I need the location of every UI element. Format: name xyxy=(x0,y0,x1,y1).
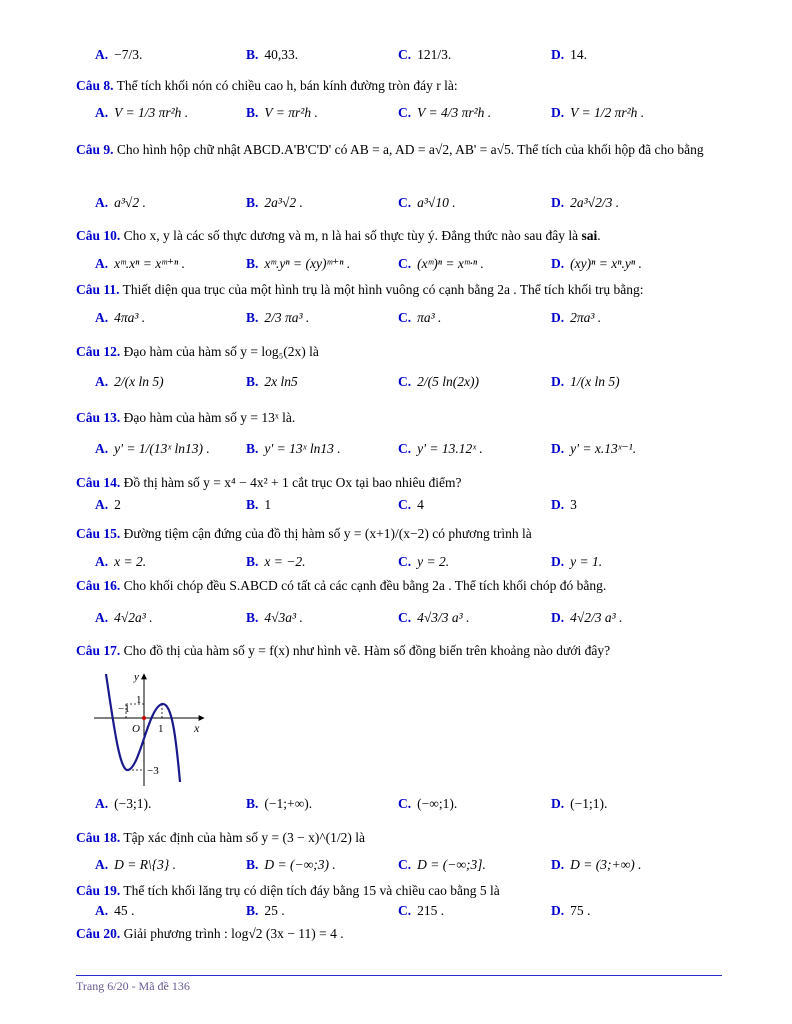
q10-options xyxy=(0,249,792,279)
q9-option-d[interactable]: D. 2a³√2/3 . xyxy=(551,195,620,210)
page-footer: Trang 6/20 - Mã đề 136 xyxy=(76,979,190,993)
q11-option-b[interactable]: B. 2/3 πa³ . xyxy=(246,310,310,325)
q15-stem: Câu 15. Đường tiệm cận đứng của đồ thị hàm số y = (x+1)/(x−2) có phương trình là xyxy=(76,526,532,541)
q8-stem: Câu 8. Thể tích khối nón có chiều cao h, bán kính đường tròn đáy r là: xyxy=(76,78,458,93)
q10-option-a[interactable]: A. xᵐ.xⁿ = xᵐ⁺ⁿ . xyxy=(95,256,185,271)
q7-option-a[interactable]: A. −7/3. xyxy=(95,47,143,62)
q20-stem: Câu 20. Giải phương trình : log√2 (3x − 11) = 4 . xyxy=(76,926,344,941)
q13-option-a[interactable]: A. y' = 1/(13ˣ ln13) . xyxy=(95,441,210,456)
q15-option-a[interactable]: A. x = 2. xyxy=(95,554,147,569)
q16-option-c[interactable]: C. 4√3/3 a³ . xyxy=(398,610,470,625)
q8-option-b[interactable]: B. V = πr²h . xyxy=(246,105,318,120)
q7-options xyxy=(0,40,792,70)
q14-stem: Câu 14. Đồ thị hàm số y = x⁴ − 4x² + 1 cắt trục Ox tại bao nhiêu điểm? xyxy=(76,475,462,490)
q11-option-c[interactable]: C. πa³ . xyxy=(398,310,442,325)
y-axis-label: y xyxy=(134,671,139,683)
q10-option-b[interactable]: B. xᵐ.yⁿ = (xy)ᵐ⁺ⁿ . xyxy=(246,256,351,271)
q15-option-c[interactable]: C. y = 2. xyxy=(398,554,450,569)
q14-option-b[interactable]: B. 1 xyxy=(246,497,272,512)
q8-options xyxy=(0,98,792,128)
q9-option-b[interactable]: B. 2a³√2 . xyxy=(246,195,303,210)
q12-options xyxy=(0,367,792,397)
q18-option-c[interactable]: C. D = (−∞;3]. xyxy=(398,857,486,872)
q11-option-d[interactable]: D. 2πa³ . xyxy=(551,310,602,325)
q13-option-b[interactable]: B. y' = 13ˣ ln13 . xyxy=(246,441,341,456)
origin-label: O xyxy=(132,723,140,735)
q13-option-c[interactable]: C. y' = 13.12ˣ . xyxy=(398,441,483,456)
q9-option-c[interactable]: C. a³√10 . xyxy=(398,195,456,210)
q17-option-a[interactable]: A. (−3;1). xyxy=(95,796,152,811)
q18-option-d[interactable]: D. D = (3;+∞) . xyxy=(551,857,642,872)
q16-option-a[interactable]: A. 4√2a³ . xyxy=(95,610,153,625)
q16-stem: Câu 16. Cho khối chóp đều S.ABCD có tất cả các cạnh đều bằng 2a . Thể tích khối chóp đó bằng. xyxy=(76,578,607,593)
q9-stem: Câu 9. Cho hình hộp chữ nhật ABCD.A'B'C'D' có AB = a, AD = a√2, AB' = a√5. Thể tích của khối hộp đã cho bằng xyxy=(76,142,704,157)
q7-option-c-text: 121/3. xyxy=(417,47,452,62)
q18-options xyxy=(0,850,792,880)
q16-options xyxy=(0,603,792,633)
footer-divider xyxy=(76,975,722,976)
q7-option-d-text: 14. xyxy=(570,47,587,62)
q13-stem: Câu 13. Đạo hàm của hàm số y = 13ˣ là. xyxy=(76,410,296,425)
q10-option-c[interactable]: C. (xᵐ)ⁿ = xᵐ·ⁿ . xyxy=(398,256,484,271)
q12-option-a[interactable]: A. 2/(x ln 5) xyxy=(95,374,164,389)
q14-option-d[interactable]: D. 3 xyxy=(551,497,577,512)
q18-option-b[interactable]: B. D = (−∞;3) . xyxy=(246,857,336,872)
q10-stem: Câu 10. Cho x, y là các số thực dương và m, n là hai số thực tùy ý. Đẳng thức nào sau đây là sai. xyxy=(76,228,601,243)
q11-options xyxy=(0,303,792,333)
q17-options xyxy=(0,789,792,819)
q15-option-b[interactable]: B. x = −2. xyxy=(246,554,306,569)
y-tick-neg3: −3 xyxy=(147,765,159,777)
x-axis-label: x xyxy=(194,721,200,735)
q17-option-c[interactable]: C. (−∞;1). xyxy=(398,796,458,811)
x-tick-neg1: −1 xyxy=(118,703,130,715)
q16-option-d[interactable]: D. 4√2/3 a³ . xyxy=(551,610,623,625)
q17-option-b[interactable]: B. (−1;+∞). xyxy=(246,796,313,811)
q15-option-d[interactable]: D. y = 1. xyxy=(551,554,603,569)
q19-options xyxy=(0,896,792,926)
q13-options xyxy=(0,434,792,464)
q17-function-graph xyxy=(92,668,212,788)
q7-option-c[interactable]: C. 121/3. xyxy=(398,47,452,62)
q19-option-a[interactable]: A. 45 . xyxy=(95,903,135,918)
q19-option-d[interactable]: D. 75 . xyxy=(551,903,591,918)
q12-stem: Câu 12. Đạo hàm của hàm số y = log₅(2x) là xyxy=(76,344,319,359)
q7-option-b-text: 40,33. xyxy=(264,47,299,62)
q7-option-b[interactable]: B. 40,33. xyxy=(246,47,299,62)
q17-option-d[interactable]: D. (−1;1). xyxy=(551,796,608,811)
q14-options xyxy=(0,490,792,520)
q12-option-c[interactable]: C. 2/(5 ln(2x)) xyxy=(398,374,479,389)
q18-stem: Câu 18. Tập xác định của hàm số y = (3 − x)^(1/2) là xyxy=(76,830,366,845)
x-tick-1: 1 xyxy=(158,723,164,735)
q12-option-b[interactable]: B. 2x ln5 xyxy=(246,374,298,389)
q8-option-c[interactable]: C. V = 4/3 πr²h . xyxy=(398,105,492,120)
q12-option-d[interactable]: D. 1/(x ln 5) xyxy=(551,374,620,389)
q14-option-a[interactable]: A. 2 xyxy=(95,497,121,512)
q18-option-a[interactable]: A. D = R\{3} . xyxy=(95,857,177,872)
function-curve xyxy=(106,674,180,782)
q9-options xyxy=(0,188,792,218)
q8-option-a[interactable]: A. V = 1/3 πr²h . xyxy=(95,105,189,120)
q11-option-a[interactable]: A. 4πa³ . xyxy=(95,310,146,325)
q13-option-d[interactable]: D. y' = x.13ˣ⁻¹. xyxy=(551,441,637,456)
q15-options xyxy=(0,547,792,577)
q19-option-c[interactable]: C. 215 . xyxy=(398,903,445,918)
q19-option-b[interactable]: B. 25 . xyxy=(246,903,285,918)
q9-option-a[interactable]: A. a³√2 . xyxy=(95,195,146,210)
q14-option-c[interactable]: C. 4 xyxy=(398,497,424,512)
q8-option-d[interactable]: D. V = 1/2 πr²h . xyxy=(551,105,645,120)
q19-stem: Câu 19. Thể tích khối lăng trụ có diện tích đáy bằng 15 và chiều cao bằng 5 là xyxy=(76,883,500,898)
y-tick-1: 1 xyxy=(136,694,142,706)
q7-option-d[interactable]: D. 14. xyxy=(551,47,587,62)
q7-option-a-text: −7/3. xyxy=(114,47,143,62)
q11-stem: Câu 11. Thiết diện qua trục của một hình trụ là một hình vuông có cạnh bằng 2a . Thể tích khối trụ bằng: xyxy=(76,282,644,297)
q16-option-b[interactable]: B. 4√3a³ . xyxy=(246,610,303,625)
origin-dot xyxy=(142,716,146,720)
q10-option-d[interactable]: D. (xy)ⁿ = xⁿ.yⁿ . xyxy=(551,256,642,271)
q17-stem: Câu 17. Cho đồ thị của hàm số y = f(x) như hình vẽ. Hàm số đồng biến trên khoảng nào dưới đây? xyxy=(76,643,611,658)
